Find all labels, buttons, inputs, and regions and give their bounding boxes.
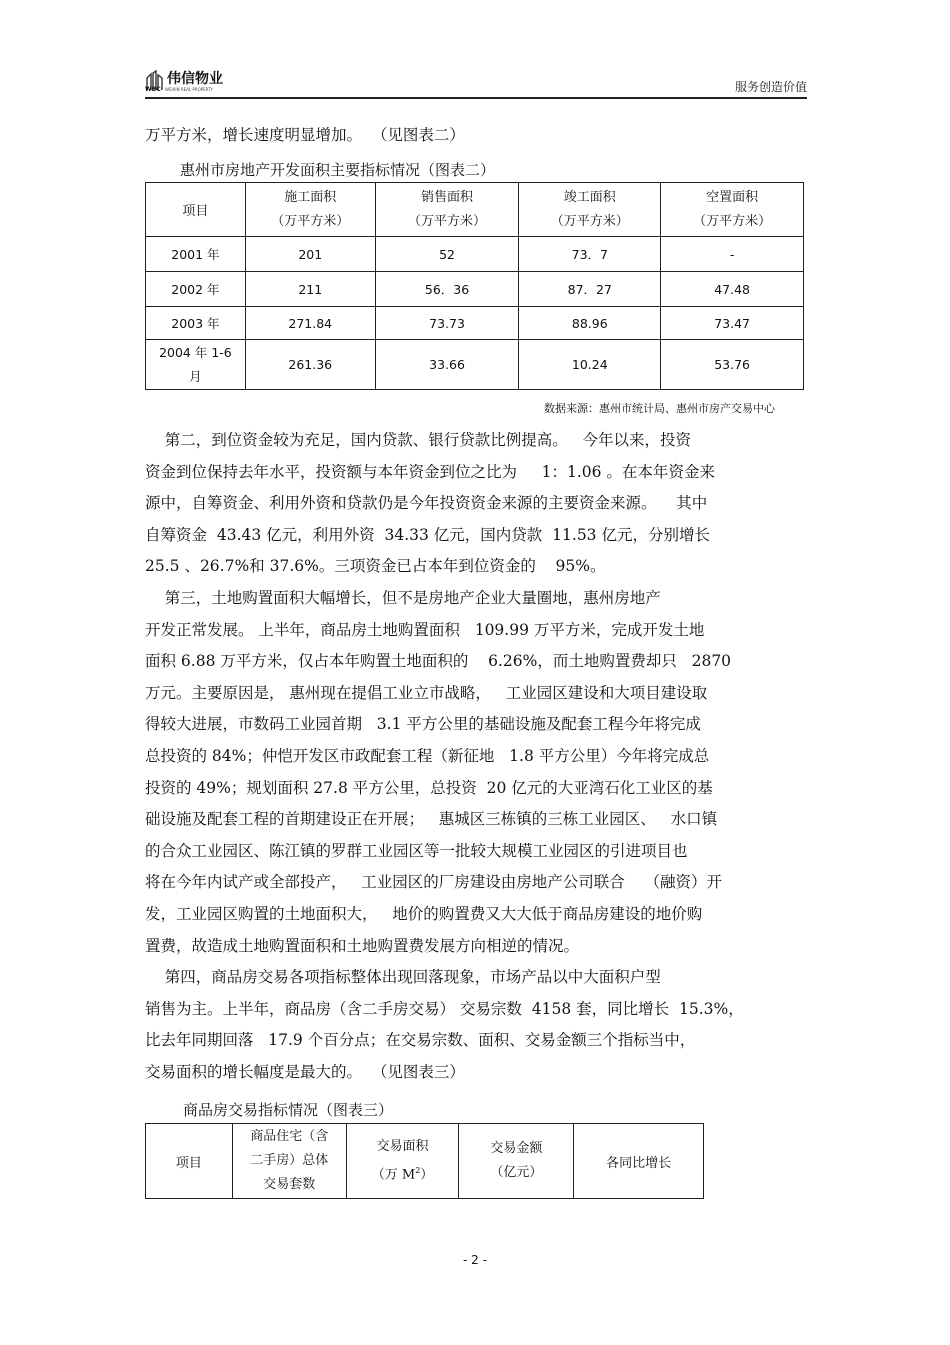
- paragraph-line: 得较大进展，市数码工业园首期 3.1 平方公里的基础设施及配套工程今年将完成: [145, 715, 701, 734]
- paragraph-line: 源中，自筹资金、利用外资和贷款仍是今年投资资金来源的主要资金来源。 其中: [145, 494, 708, 513]
- paragraph-line: 投资的 49%；规划面积 27.8 平方公里，总投资 20 亿元的大亚湾石化工业区的基: [145, 778, 713, 797]
- paragraph-line: 资金到位保持去年水平，投资额与本年资金到位之比为 1：1.06 。在本年资金来: [145, 462, 715, 481]
- table-row: [146, 237, 804, 272]
- paragraph-line: 交易面积的增长幅度是最大的。 （见图表三）: [145, 1063, 465, 1081]
- table-cell: 2004 年 1-6 月: [146, 340, 246, 390]
- table3: [145, 1123, 704, 1199]
- paragraph-line: 自筹资金 43.43 亿元，利用外资 34.33 亿元，国内贷款 11.53 亿元，分别增长: [145, 525, 710, 544]
- logo-text: 伟信物业: [167, 71, 223, 87]
- paragraph-line: 总投资的 84%；仲恺开发区市政配套工程（新征地 1.8 平方公里）今年将完成总: [145, 747, 710, 765]
- table-cell: 87．27: [519, 272, 661, 307]
- table2-caption: 惠州市房地产开发面积主要指标情况（图表二）: [180, 161, 496, 179]
- table-cell: 53.76: [661, 340, 804, 390]
- paragraph-line: 面积 6.88 万平方米，仅占本年购置土地面积的 6.26%，而土地购置费却只 2870: [145, 652, 732, 671]
- logo-abbr: WBC: [145, 86, 161, 93]
- table2-header-cell: 空置面积 （万平方米）: [661, 183, 804, 237]
- table-cell: 2003 年: [146, 307, 246, 340]
- table3-header-cell: 各同比增长: [574, 1124, 704, 1199]
- header-divider: [145, 97, 807, 99]
- table3-header-cell: 交易面积 （万 $M^2$）: [346, 1124, 459, 1199]
- paragraph-line: 比去年同期回落 17.9 个百分点；在交易宗数、面积、交易金额三个指标当中，: [145, 1031, 696, 1050]
- paragraph-line: 础设施及配套工程的首期建设正在开展； 惠城区三栋镇的三栋工业园区、 水口镇: [145, 810, 718, 829]
- table-cell: 73．7: [519, 237, 661, 272]
- table2: [145, 182, 804, 390]
- table2-header-cell: 项目: [146, 183, 246, 237]
- table-cell: 10.24: [519, 340, 661, 390]
- company-logo: [145, 68, 227, 96]
- paragraph-line: 开发正常发展。 上半年，商品房土地购置面积 109.99 万平方米，完成开发土地: [145, 620, 705, 639]
- table-cell: 52: [375, 237, 519, 272]
- table-cell: 261.36: [245, 340, 375, 390]
- table-cell: 56．36: [375, 272, 519, 307]
- table3-header-cell: 项目: [146, 1124, 233, 1199]
- paragraph-line: 置费，故造成土地购置面积和土地购置费发展方向相逆的情况。: [145, 936, 580, 955]
- paragraph-line: 将在今年内试产或全部投产， 工业园区的厂房建设由房地产公司联合 （融资）开: [145, 873, 722, 892]
- table3-header-cell: 商品住宅（含 二手房）总体 交易套数: [232, 1124, 346, 1199]
- header-slogan: 服务创造价值: [734, 80, 807, 94]
- table2-header-cell: 销售面积 （万平方米）: [375, 183, 519, 237]
- table-cell: 33.66: [375, 340, 519, 390]
- table-row: [146, 307, 804, 340]
- table-cell: 88.96: [519, 307, 661, 340]
- paragraph-line: 第三，土地购置面积大幅增长，但不是房地产企业大量圈地，惠州房地产: [145, 589, 661, 607]
- paragraph-line: 销售为主。上半年，商品房（含二手房交易） 交易宗数 4158 套，同比增长 15.3%，: [145, 999, 744, 1018]
- page-number: - 2 -: [463, 1253, 487, 1267]
- table-row: [146, 340, 804, 390]
- table-cell: 2002 年: [146, 272, 246, 307]
- table2-header-row: [146, 183, 804, 237]
- table-cell: 2001 年: [146, 237, 246, 272]
- logo-subtitle: WEIXIN REAL PROPERTY: [165, 87, 214, 92]
- table3-header-cell: 交易金额 （亿元）: [459, 1124, 574, 1199]
- table-cell: 47.48: [661, 272, 804, 307]
- table-cell: 271.84: [245, 307, 375, 340]
- paragraph-line: 万元。主要原因是， 惠州现在提倡工业立市战略， 工业园区建设和大项目建设取: [145, 683, 708, 702]
- table-cell: -: [661, 237, 804, 272]
- paragraph-line: 25.5 、26.7%和 37.6%。三项资金已占本年到位资金的 95%。: [145, 557, 606, 576]
- paragraph-line: 第四，商品房交易各项指标整体出现回落现象，市场产品以中大面积户型: [145, 968, 661, 987]
- table-cell: 73.47: [661, 307, 804, 340]
- table-cell: 73.73: [375, 307, 519, 340]
- table2-header-cell: 施工面积 （万平方米）: [245, 183, 375, 237]
- paragraph-line: 发，工业园区购置的土地面积大， 地价的购置费又大大低于商品房建设的地价购: [145, 905, 703, 923]
- paragraph-line: 的合众工业园区、陈江镇的罗群工业园区等一批较大规模工业园区的引进项目也: [145, 841, 688, 860]
- table3-caption: 商品房交易指标情况（图表三）: [183, 1101, 394, 1119]
- paragraph-line: 万平方米，增长速度明显增加。 （见图表二）: [145, 126, 465, 144]
- table-cell: 211: [245, 272, 375, 307]
- table-cell: 201: [245, 237, 375, 272]
- table3-header-row: [146, 1124, 704, 1199]
- table2-header-cell: 竣工面积 （万平方米）: [519, 183, 661, 237]
- paragraph-line: 第二，到位资金较为充足，国内贷款、银行贷款比例提高。 今年以来，投资: [145, 431, 691, 449]
- table2-source: 数据来源：惠州市统计局、惠州市房产交易中心: [544, 402, 775, 415]
- table-row: [146, 272, 804, 307]
